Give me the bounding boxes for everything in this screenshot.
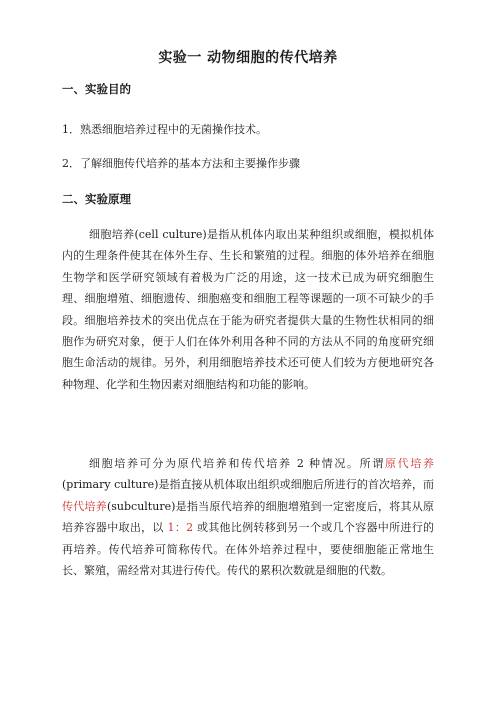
document-title: 实验一 动物细胞的传代培养 <box>158 50 338 66</box>
principle-paragraph-1: 细胞培养(cell culture)是指从机体内取出某种组织或细胞，模拟机体内的生理条件使其在体外生存、生长和繁殖的过程。细胞的体外培养在细胞生物学和医学研究领域有着极为广泛的用途，这一技术已成为研究细胞生理、细胞增殖、细胞遗传、细胞癌变和细胞工程等课题的一项不可缺少的手段。细胞培养技术的突出优点在于能为研究者提供大量的生物性状相同的细胞作为研究对象，便于人们在体外利用各种不同的方法从不同的角度研究细胞生命活动的规律。另外，利用细胞培养技术还可使人们较为方便地研究各种物理、化学和生物因素对细胞结构和功能的影响。 <box>62 228 434 391</box>
term-subculture: 传代培养 <box>62 499 107 513</box>
paragraph-text: (primary culture)是指直接从机体取出组织或细胞后所进行的首次培养，而 <box>62 478 434 492</box>
paragraph-text: 细胞培养可分为原代培养和传代培养 2 种情况。所谓 <box>89 457 385 470</box>
section-heading-purpose: 一、实验目的 <box>62 82 131 96</box>
term-primary-culture: 原代培养 <box>385 457 434 470</box>
paragraph-text: (subculture)是指当原代培养的细胞增殖到一定密度后，将其从原培养容器中取出，以 <box>62 499 435 535</box>
purpose-item-2: 2．了解细胞传代培养的基本方法和主要操作步骤 <box>62 157 300 170</box>
principle-paragraph-2 <box>62 453 434 581</box>
section-heading-principle: 二、实验原理 <box>62 192 131 206</box>
paragraph-text: 或其他比例转移到另一个或几个容器中所进行的再培养。传代培养可简称传代。在体外培养过程中，要使细胞能正常地生长、繁殖，需经常对其进行传代。传代的累积次数就是细胞的代数。 <box>62 521 434 578</box>
ratio-highlight: 1：2 <box>167 521 194 535</box>
purpose-item-1: 1．熟悉细胞培养过程中的无菌操作技术。 <box>62 123 267 136</box>
